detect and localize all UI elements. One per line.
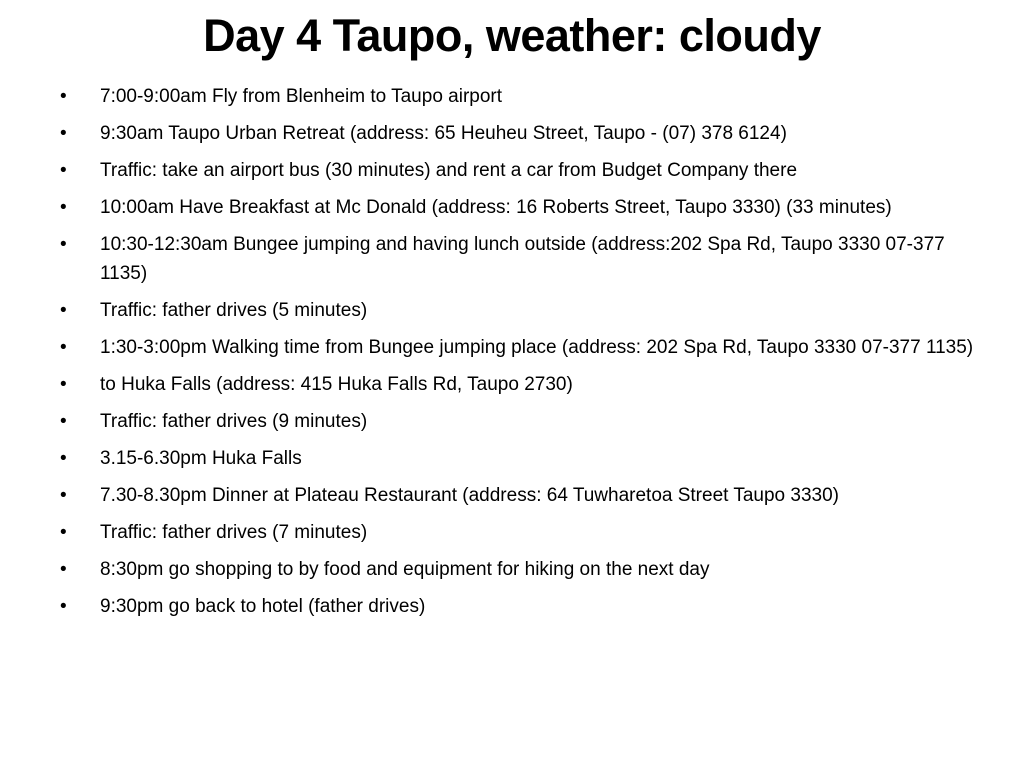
bullet-icon: •: [60, 559, 67, 580]
bullet-icon: •: [60, 485, 67, 506]
bullet-icon: •: [60, 234, 67, 255]
list-item-text: Traffic: father drives (7 minutes): [100, 522, 368, 543]
list-item-text: 7:00-9:00am Fly from Blenheim to Taupo airport: [100, 86, 503, 107]
bullet-icon: •: [60, 300, 67, 321]
list-item: [58, 296, 978, 325]
list-item: [58, 119, 978, 148]
bullet-icon: •: [60, 86, 67, 107]
bullet-icon: •: [60, 123, 67, 144]
list-item: [58, 370, 978, 399]
list-item-text: 8:30pm go shopping to by food and equipment for hiking on the next day: [100, 559, 710, 580]
list-item-text: 10:00am Have Breakfast at Mc Donald (address: 16 Roberts Street, Taupo 3330) (33 minutes): [100, 197, 892, 218]
itinerary-list: [58, 82, 978, 629]
bullet-icon: •: [60, 374, 67, 395]
bullet-icon: •: [60, 337, 67, 358]
list-item: [58, 82, 978, 111]
list-item: [58, 333, 978, 362]
list-item: [58, 592, 978, 621]
bullet-icon: •: [60, 596, 67, 617]
list-item-text: 7.30-8.30pm Dinner at Plateau Restaurant (address: 64 Tuwharetoa Street Taupo 3330): [100, 485, 839, 506]
list-item: [58, 444, 978, 473]
bullet-icon: •: [60, 197, 67, 218]
bullet-icon: •: [60, 160, 67, 181]
list-item-text: Traffic: take an airport bus (30 minutes) and rent a car from Budget Company there: [100, 160, 798, 181]
slide-title: Day 4 Taupo, weather: cloudy: [203, 10, 821, 61]
list-item: [58, 555, 978, 584]
list-item-text: Traffic: father drives (5 minutes): [100, 300, 368, 321]
list-item-text: to Huka Falls (address: 415 Huka Falls Rd, Taupo 2730): [100, 374, 573, 395]
list-item-text: Traffic: father drives (9 minutes): [100, 411, 368, 432]
list-item-text: 9:30pm go back to hotel (father drives): [100, 596, 426, 617]
list-item: [58, 518, 978, 547]
list-item: [58, 156, 978, 185]
bullet-icon: •: [60, 522, 67, 543]
list-item: [58, 481, 978, 510]
list-item-text: 3.15-6.30pm Huka Falls: [100, 448, 302, 469]
bullet-icon: •: [60, 448, 67, 469]
list-item-text: 1:30-3:00pm Walking time from Bungee jumping place (address: 202 Spa Rd, Taupo 3330 07-377 1135): [100, 337, 974, 358]
list-item-text: 9:30am Taupo Urban Retreat (address: 65 Heuheu Street, Taupo - (07) 378 6124): [100, 123, 787, 144]
list-item: [58, 193, 978, 222]
bullet-icon: •: [60, 411, 67, 432]
list-item: [58, 230, 978, 288]
list-item-text: 10:30-12:30am Bungee jumping and having lunch outside (address:202 Spa Rd, Taupo 3330 07-377 1135): [100, 234, 945, 284]
list-item: [58, 407, 978, 436]
